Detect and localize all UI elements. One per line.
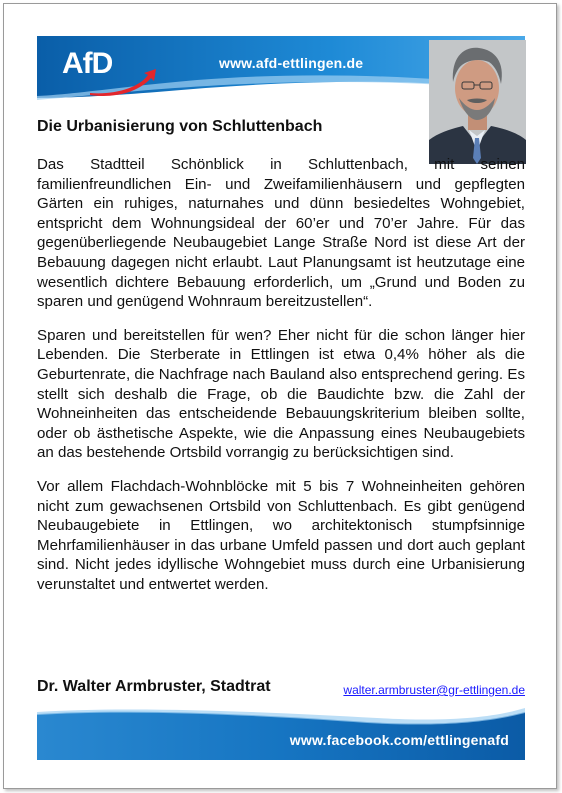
paragraph-2: Sparen und bereitstellen für wen? Eher nicht für die schon länger hier Lebenden. Die Sterberate in Ettlingen ist etwa 0,4% höher als die Geburtenrate, die Nachfrage nach Bauland also entsprechend gering. Es stellt sich deshalb die Frage, ob die Baudichte bzw. die Zahl der Wohneinheiten das entscheidende Bebauungskriterium bleiben sollte, oder ob ästhetische Aspekte, wie die Anpassung eines Neubaugebiets an das bestehende Ortsbild vorrangig zu berücksichtigen sind. (37, 326, 525, 462)
article-body (37, 155, 525, 608)
paragraph-1: Das Stadtteil Schönblick in Schluttenbach, mit seinen familienfreundlichen Ein- und Zweifamilienhäusern und gepflegten Gärten ein ruhiges, naturnahes und dünn besiedeltes Wohngebiet, entspricht dem Wohnungsideal der 60’er und 70’er Jahre. Für das gegenüberliegende Neubaugebiet Lange Straße Nord ist diese Art der Bebauung dagegen nicht erlaubt. Laut Planungsamt ist heutzutage eine wesentlich dichtere Bebauung erforderlich, um „Grund und Boden zu sparen und genügend Wohnraum bereitzustellen“. (37, 156, 525, 311)
author-signature: Dr. Walter Armbruster, Stadtrat (37, 678, 271, 695)
footer-banner (37, 708, 525, 760)
logo-arrow-icon (62, 47, 162, 99)
header-website-url[interactable]: www.afd-ettlingen.de (219, 55, 364, 71)
paragraph-3: Vor allem Flachdach-Wohnblöcke mit 5 bis 7 Wohneinheiten gehören nicht zum gewachsenen Ortsbild von Schluttenbach. Es gibt genügend Neubaugebiete in Ettlingen, wo architektonisch stumpfsinnige Mehrfamilienhäuser in das urbane Umfeld passen und dort auch geplant sind. Nicht jedes idyllische Wohngebiet muss durch eine Urbanisierung verunstaltet und entwertet werden. (37, 477, 525, 593)
author-portrait (429, 40, 526, 164)
footer-facebook-url[interactable]: www.facebook.com/ettlingenafd (289, 732, 509, 748)
logo-text: AfD (62, 47, 113, 80)
portrait-image (429, 40, 526, 164)
afd-logo (62, 47, 162, 97)
article-title: Die Urbanisierung von Schluttenbach (37, 118, 323, 135)
author-email-link[interactable]: walter.armbruster@gr-ettlingen.de (343, 683, 525, 697)
